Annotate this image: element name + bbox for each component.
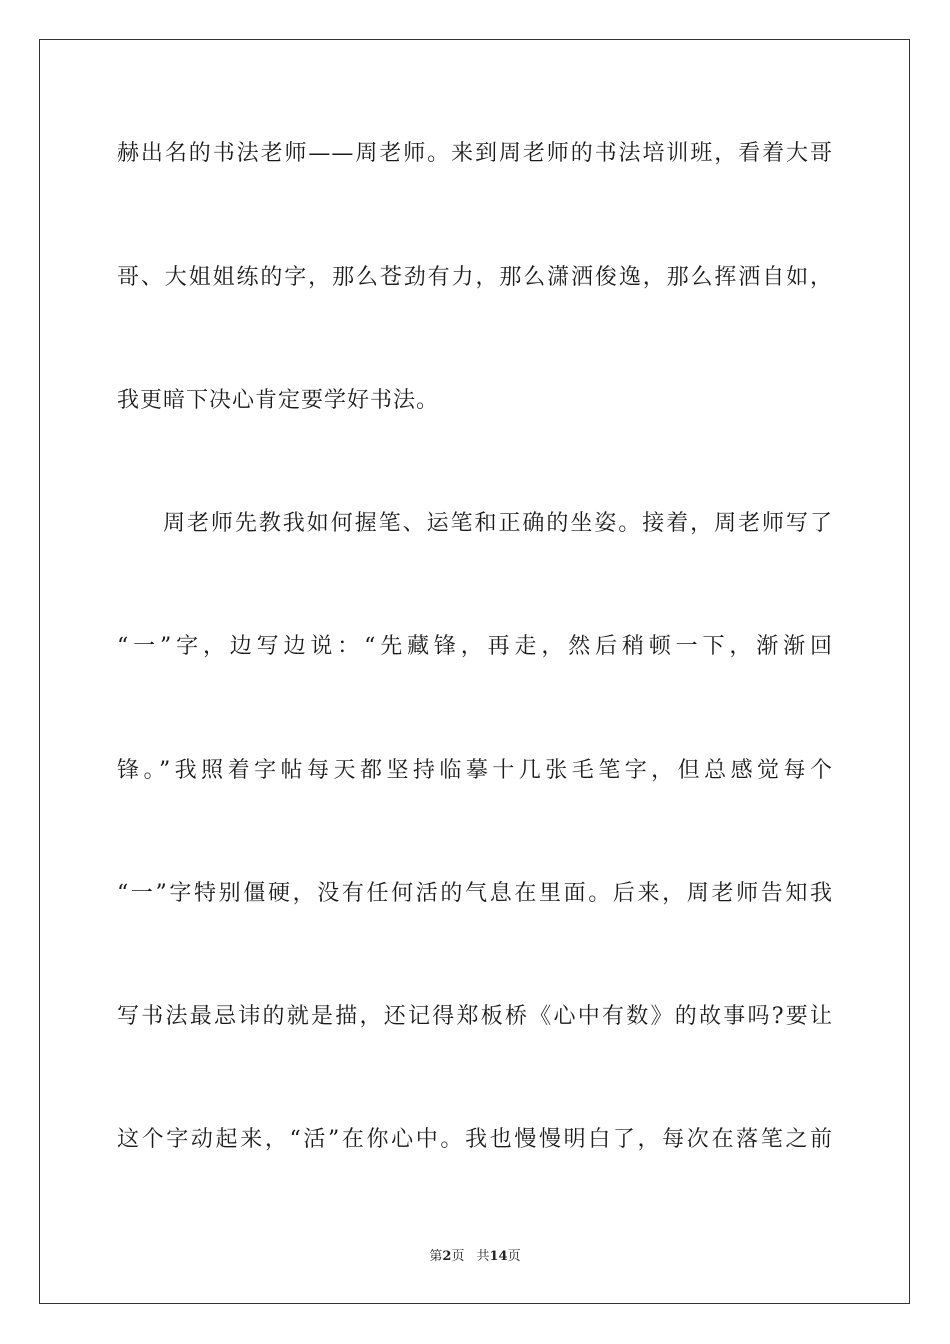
text-line-3: 我更暗下决心肯定要学好书法。 (117, 388, 440, 413)
text-line-4: 周老师先教我如何握笔、运笔和正确的坐姿。接着，周老师写了 (163, 511, 833, 536)
text-line-6: 锋。”我照着字帖每天都坚持临摹十几张毛笔字，但总感觉每个 (117, 758, 833, 783)
text-line-8: 写书法最忌讳的就是描，还记得郑板桥《心中有数》的故事吗?要让 (117, 1004, 833, 1029)
page-footer (0, 1249, 950, 1265)
page-border (39, 39, 910, 1304)
text-line-1: 赫出名的书法老师——周老师。来到周老师的书法培训班，看着大哥 (117, 141, 833, 166)
total-suffix: 页 (507, 1249, 521, 1264)
total-prefix: 共 (476, 1249, 490, 1264)
page-number: 2 (442, 1249, 452, 1264)
text-line-9: 这个字动起来，“活”在你心中。我也慢慢明白了，每次在落笔之前 (117, 1127, 833, 1152)
text-line-2: 哥、大姐姐练的字，那么苍劲有力，那么潇洒俊逸，那么挥洒自如， (117, 265, 833, 290)
text-line-7: “一”字特别僵硬，没有任何活的气息在里面。后来，周老师告知我 (117, 881, 833, 906)
page-suffix: 页 (451, 1249, 465, 1264)
page-prefix: 第 (429, 1249, 443, 1264)
total-pages: 14 (489, 1249, 508, 1264)
text-line-5: “一”字，边写边说：“先藏锋，再走，然后稍顿一下，渐渐回 (117, 634, 833, 659)
